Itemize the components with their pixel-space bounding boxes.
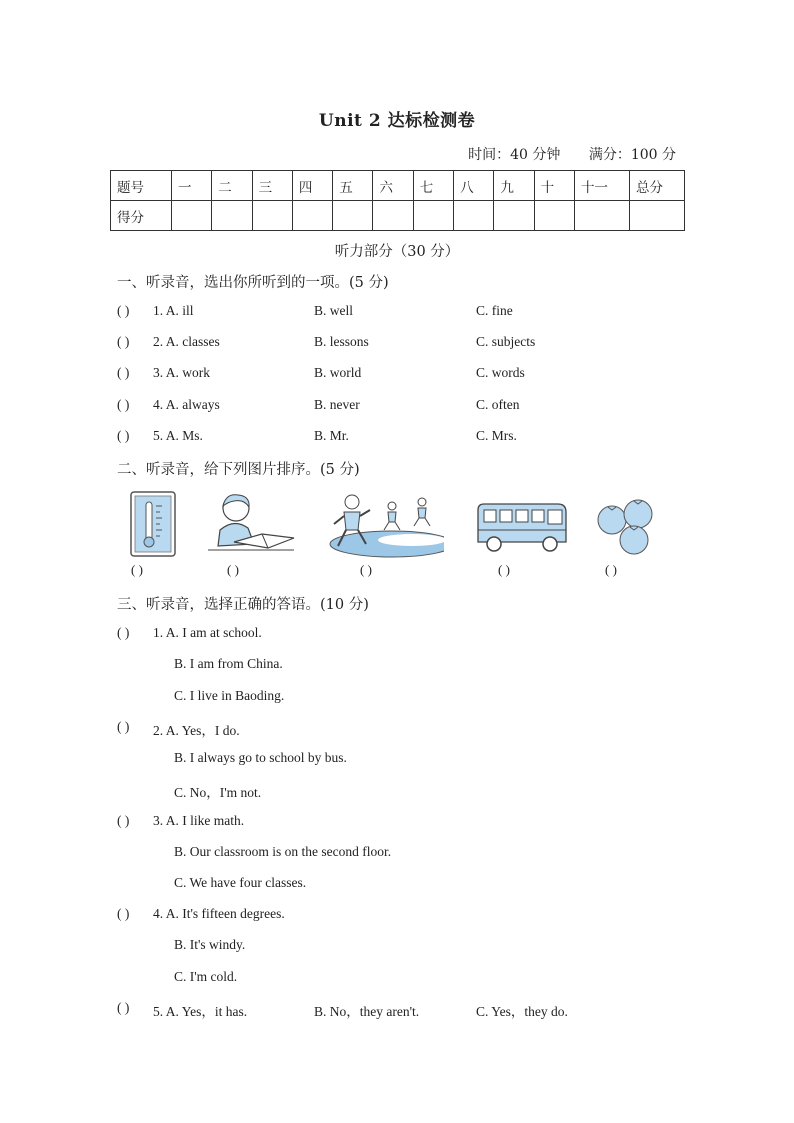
option-a: 4. A. always: [153, 397, 220, 412]
score-input-cell[interactable]: [575, 201, 630, 231]
score-cell: 十: [534, 171, 574, 201]
section3-question: [117, 1000, 717, 1020]
answer-blank[interactable]: ( ): [117, 365, 130, 380]
answer-blank[interactable]: ( ): [117, 334, 130, 349]
score-cell: 总分: [630, 171, 685, 201]
score-input-cell[interactable]: [413, 201, 453, 231]
section1-question: [117, 428, 717, 448]
section1-question: [117, 334, 717, 354]
section3-heading: 三、听录音，选择正确的答语。(10 分): [117, 597, 369, 613]
score-input-cell[interactable]: [494, 201, 534, 231]
option-b: B. well: [314, 303, 353, 318]
score-table-header-row: [111, 171, 685, 201]
score-cell: 二: [212, 171, 252, 201]
time-limit: 时间：40 分钟: [468, 147, 561, 163]
score-input-cell[interactable]: [454, 201, 494, 231]
picture-order-blank[interactable]: ( ): [498, 562, 510, 577]
option-a: 5. A. Yes，it has.: [153, 1004, 248, 1019]
score-cell: 九: [494, 171, 534, 201]
listening-part-title: 听力部分（30 分）: [334, 244, 460, 260]
picture-order-blank[interactable]: ( ): [131, 562, 143, 577]
option-a: 1. A. ill: [153, 303, 194, 318]
score-cell: 三: [252, 171, 292, 201]
exam-meta: [444, 144, 676, 164]
score-input-cell[interactable]: [252, 201, 292, 231]
section3-question: [117, 813, 717, 833]
option-b: B. I am from China.: [174, 656, 283, 671]
score-cell: 七: [413, 171, 453, 201]
section2-heading: 二、听录音，给下列图片排序。(5 分): [117, 462, 360, 478]
option-c: C. Mrs.: [476, 428, 517, 443]
score-cell: 八: [454, 171, 494, 201]
option-b: B. lessons: [314, 334, 369, 349]
answer-blank[interactable]: ( ): [117, 397, 130, 412]
score-table: [110, 170, 685, 231]
option-b: B. Our classroom is on the second floor.: [174, 844, 392, 859]
score-cell: 一: [172, 171, 212, 201]
section1-heading: 一、听录音，选出你所听到的一项。(5 分): [117, 275, 389, 291]
option-a: 3. A. I like math.: [153, 813, 245, 828]
option-b: B. It's windy.: [174, 937, 246, 952]
section3-question: [117, 719, 717, 739]
option-c: C. We have four classes.: [174, 875, 307, 890]
section3-question: [117, 906, 717, 926]
option-c: C. I'm cold.: [174, 969, 238, 984]
option-b: B. Mr.: [314, 428, 349, 443]
running-picture: [322, 490, 444, 560]
option-a: 2. A. Yes，I do.: [153, 723, 240, 738]
option-c: C. fine: [476, 303, 513, 318]
option-a: 2. A. classes: [153, 334, 220, 349]
option-c: C. often: [476, 397, 520, 412]
picture-order-blank[interactable]: ( ): [360, 562, 372, 577]
score-cell: 四: [292, 171, 332, 201]
score-input-cell[interactable]: [534, 201, 574, 231]
score-input-cell[interactable]: [292, 201, 332, 231]
option-c: C. words: [476, 365, 525, 380]
option-b: B. No，they aren't.: [314, 1004, 420, 1019]
answer-blank[interactable]: ( ): [117, 813, 130, 828]
score-input-cell[interactable]: [333, 201, 373, 231]
answer-blank[interactable]: ( ): [117, 303, 130, 318]
option-c: C. I live in Baoding.: [174, 688, 285, 703]
full-score: 满分：100 分: [588, 147, 676, 163]
score-input-cell[interactable]: [212, 201, 252, 231]
answer-blank[interactable]: ( ): [117, 906, 130, 921]
score-cell: 五: [333, 171, 373, 201]
score-input-cell[interactable]: [172, 201, 212, 231]
section1-question: [117, 397, 717, 417]
section1-question: [117, 303, 717, 323]
answer-blank[interactable]: ( ): [117, 1000, 130, 1015]
thermometer-picture: [128, 490, 178, 560]
answer-blank[interactable]: ( ): [117, 719, 130, 734]
score-cell: 得分: [111, 201, 172, 231]
option-a: 3. A. work: [153, 365, 210, 380]
answer-blank[interactable]: ( ): [117, 428, 130, 443]
score-input-cell[interactable]: [373, 201, 413, 231]
section1-question: [117, 365, 717, 385]
school-bus-picture: [474, 490, 570, 556]
tomatoes-picture: [594, 490, 660, 558]
picture-order-blank[interactable]: ( ): [227, 562, 239, 577]
option-a: 4. A. It's fifteen degrees.: [153, 906, 285, 921]
score-cell: 十一: [575, 171, 630, 201]
section3-question: [117, 625, 717, 645]
picture-order-blank[interactable]: ( ): [605, 562, 617, 577]
option-a: 1. A. I am at school.: [153, 625, 262, 640]
option-c: C. Yes，they do.: [476, 1004, 568, 1019]
score-input-cell[interactable]: [630, 201, 685, 231]
score-cell: 题号: [111, 171, 172, 201]
option-c: C. No，I'm not.: [174, 785, 262, 800]
option-c: C. subjects: [476, 334, 536, 349]
option-b: B. never: [314, 397, 360, 412]
score-cell: 六: [373, 171, 413, 201]
page-title: Unit 2 达标检测卷: [318, 111, 476, 131]
option-a: 5. A. Ms.: [153, 428, 203, 443]
option-b: B. world: [314, 365, 362, 380]
boy-reading-picture: [204, 490, 296, 558]
option-b: B. I always go to school by bus.: [174, 750, 347, 765]
score-table-score-row: [111, 201, 685, 231]
answer-blank[interactable]: ( ): [117, 625, 130, 640]
